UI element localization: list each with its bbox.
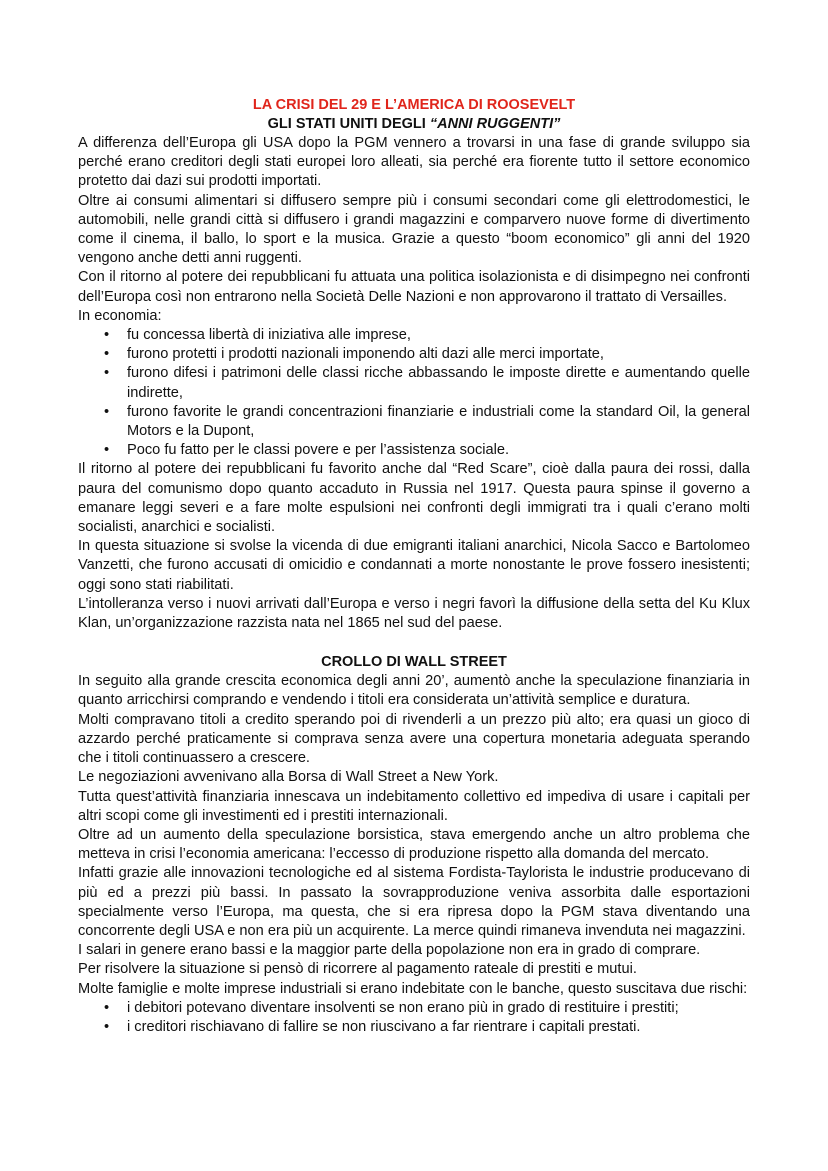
list-item [78,364,750,402]
paragraph: I salari in genere erano bassi e la maggior parte della popolazione non era in grado di comprare. [78,942,701,959]
subtitle-italic: “ANNI RUGGENTI” [429,116,561,132]
list-item-text: furono protetti i prodotti nazionali imponendo alti dazi alle merci importate, [127,346,604,363]
document-title: LA CRISI DEL 29 E L’AMERICA DI ROOSEVELT [252,97,576,113]
paragraph: Le negoziazioni avvenivano alla Borsa di Wall Street a New York. [78,769,499,786]
list-item [78,999,750,1018]
bullet-icon: • [104,327,110,344]
list-item-text: Poco fu fatto per le classi povere e per l’assistenza sociale. [127,442,510,459]
list-item [78,403,750,441]
list-item [78,441,750,460]
paragraph: L’intolleranza verso i nuovi arrivati dall’Europa e verso i negri favorì la diffusione della setta del Ku Klux Klan, un’organizzazione razzista nata nel 1865 nel sud del paese. [78,595,750,632]
section-title-anni-ruggenti [78,115,750,134]
list-item [78,345,750,364]
paragraph: Oltre ad un aumento della speculazione borsistica, stava emergendo anche un altro problema che metteva in crisi l’economia americana: l’eccesso di produzione rispetto alla domanda del mercato. [78,826,750,863]
list-item [78,326,750,345]
paragraph: Oltre ai consumi alimentari si diffusero sempre più i consumi secondari come gli elettrodomestici, le automobili, nelle grandi città si diffusero i grandi magazzini e comparvero nuove forme di divertimento come il cinema, il ballo, lo sport e la musica. Grazie a questo “boom economico” gli anni del 1920 vengono anche detti anni ruggenti. [78,192,750,267]
subtitle-plain: GLI STATI UNITI DEGLI [267,116,430,132]
bullet-icon: • [104,365,110,382]
paragraph: A differenza dell’Europa gli USA dopo la PGM vennero a trovarsi in una fase di grande sviluppo sia perché erano creditori degli stati europei loro alleati, sia perché era fiorente tutto il settore economico protetto dai dazi sui prodotti importati. [78,135,750,190]
economy-bullet-list [78,326,750,460]
paragraph: Molti compravano titoli a credito sperando poi di rivenderli a un prezzo più alto; era quasi un gioco di azzardo perché praticamente si comprava senza avere una copertura monetaria adeguata sperando che i titoli continuassero a crescere. [78,711,750,767]
section-anni-ruggenti [78,134,750,633]
paragraph: Tutta quest’attività finanziaria innescava un indebitamento collettivo ed impediva di usare i capitali per altri scopi come gli investimenti ed i prestiti internazionali. [78,788,750,824]
list-item-text: i debitori potevano diventare insolventi se non erano più in grado di restituire i prestiti; [127,999,679,1016]
list-item-text: furono favorite le grandi concentrazioni finanziarie e industriali come la standard Oil, la general Motors e la Dupont, [127,403,750,440]
paragraph: Infatti grazie alle innovazioni tecnologiche ed al sistema Fordista-Taylorista le industrie producevano di più ed a prezzi più bassi. In passato la sovrapproduzione veniva assorbita dalle esportazioni specialmente verso l’Europa, ma questa, che si era ripresa dopo la PGM stava diventando una concorrente degli USA e non era più un acquirente. La merce quindi rimaneva invenduta nei magazzini. [78,865,750,939]
section-wall-street [78,672,750,1037]
list-item [78,1018,750,1037]
bullet-icon: • [104,999,110,1016]
paragraph: Con il ritorno al potere dei repubblicani fu attuata una politica isolazionista e di disimpegno nei confronti dell’Europa così non entrarono nella Società Delle Nazioni e non approvarono il trattato di Versailles. [78,269,750,305]
list-item-text: fu concessa libertà di iniziativa alle imprese, [127,327,411,344]
bullet-icon: • [104,346,110,363]
risks-bullet-list [78,999,750,1037]
paragraph: In economia: [78,307,162,324]
list-item-text: i creditori rischiavano di fallire se non riuscivano a far rientrare i capitali prestati. [127,1018,641,1035]
bullet-icon: • [104,1018,110,1035]
paragraph: Molte famiglie e molte imprese industriali si erano indebitate con le banche, questo suscitava due rischi: [78,980,748,997]
paragraph: Il ritorno al potere dei repubblicani fu favorito anche dal “Red Scare”, cioè dalla paura dei rossi, dalla paura del comunismo dopo quanto accaduto in Russia nel 1917. Questa paura spinse il governo a emanare leggi severi e a fare molte espulsioni nei confronti degli immigrati tra i quali c’erano molti socialisti, anarchici e socialisti. [78,461,750,536]
list-item-text: furono difesi i patrimoni delle classi ricche abbassando le imposte dirette e aumentando quelle indirette, [127,365,750,401]
bullet-icon: • [104,442,110,459]
section-title-wall-street: CROLLO DI WALL STREET [321,654,507,671]
bullet-icon: • [104,403,110,420]
paragraph: In questa situazione si svolse la vicenda di due emigranti italiani anarchici, Nicola Sacco e Bartolomeo Vanzetti, che furono accusati di omicidio e condannati a morte nonostante le prove fossero inesistenti; oggi sono stati riabilitati. [78,538,750,593]
paragraph: Per risolvere la situazione si pensò di ricorrere al pagamento rateale di prestiti e mutui. [78,961,637,978]
paragraph: In seguito alla grande crescita economica degli anni 20’, aumentò anche la speculazione finanziaria in quanto arricchirsi comprando e vendendo i titoli era considerata un’attività semplice e duratura. [78,673,750,709]
